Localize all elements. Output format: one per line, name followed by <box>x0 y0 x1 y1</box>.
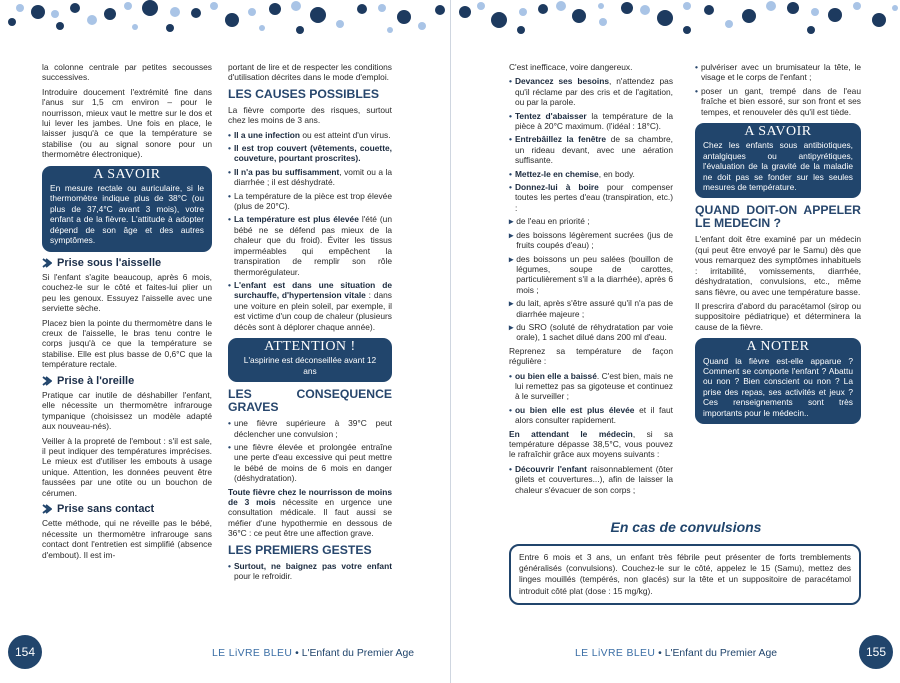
paragraph: Il prescrira d'abord du paracétamol (sirop ou suppositoire pédiatrique) et déterminera la cause de la fièvre. <box>695 300 861 332</box>
box-title: ATTENTION ! <box>264 338 356 354</box>
list-item: • La température de la pièce est trop élevée (plus de 20°C). <box>228 190 392 212</box>
paragraph: portant de lire et de respecter les conditions d'utilisation décrites dans le mode d'emploi. <box>228 62 392 83</box>
convulsions-box: Entre 6 mois et 3 ans, un enfant très fébrile peut présenter de forts tremblements généralisés (convulsions). Couchez-le sur le côté, appelez le 15 (Samu), mettez des linges mouillés (tempérés, non glacés) sur la tête et un suppositoire de paracétamol introduit côté plat (dose : 15 mg/kg). <box>509 544 861 605</box>
heading-text: Prise sous l'aisselle <box>57 256 162 269</box>
sub-list-item: ▸ des boissons légèrement sucrées (jus de fruits coupés d'eau) ; <box>509 229 673 251</box>
paragraph: la colonne centrale par petites secousses successives. <box>42 62 212 83</box>
list-item: • pulvériser avec un brumisateur la tête, le visage et le corps de l'enfant ; <box>695 62 861 83</box>
list-item: • L'enfant est dans une situation de surchauffe, d'hypertension vitale : dans une voiture en plein soleil, par exemple, il est victime d'un coup de chaleur (plusieurs décès sont à déplorer chaque année). <box>228 279 392 332</box>
convulsions-title: En cas de convulsions <box>610 519 762 535</box>
a-savoir-box <box>695 123 861 198</box>
paragraph: Toute fièvre chez le nourrisson de moins de 3 mois nécessite en urgence une consultation médicale. Il faut aussi se méfier d'une hypothermie en dessous de 36°C : ce peut être une affection grave. <box>228 486 392 539</box>
list-item: • Devancez ses besoins, n'attendez pas qu'il réclame par des cris et de l'agitation, ou par la parole. <box>509 76 674 108</box>
list-item: • Il n'a pas bu suffisamment, vomit ou a la diarrhée ; il est déshydraté. <box>228 166 393 188</box>
heading-gestes: LES PREMIERS GESTES <box>228 542 372 557</box>
right-column-2 <box>695 62 861 430</box>
box-text: Quand la fièvre est-elle apparue ? Comment se comporte l'enfant ? Abattu ou non ? Bien conscient ou non ? La prise des repas, ses activités et jeux ? Ces renseignements sont très importants pour le médecin.. <box>703 355 853 418</box>
left-column-1 <box>42 62 212 564</box>
paragraph: Veiller à la propreté de l'embout : s'il est sale, il peut indiquer des températures imprécises. Le mieux est d'utiliser les embouts à usage unique. Attention, les données peuvent être faussées par une otite ou un bouchon de cérumen. <box>42 435 212 498</box>
footer-separator: • <box>658 648 662 659</box>
right-page <box>450 0 900 683</box>
paragraph: Pratique car inutile de déshabiller l'enfant, elle nécessite un thermomètre infrarouge tympanique (choisissez un modèle adapté aux nouveau-nés). <box>42 389 212 432</box>
paragraph: L'enfant doit être examiné par un médecin (qui peut être envoyé par le Samu) dès que vous remarquez des symptômes inhabituels : irritabilité, vomissements, diarrhée, déshydratation, convulsions, etc., même sans fièvre, ou avec une température basse. <box>695 234 861 297</box>
a-savoir-box <box>42 166 212 252</box>
heading-aisselle <box>42 258 212 268</box>
paragraph: Cette méthode, qui ne réveille pas le bébé, nécessite un thermomètre infrarouge sans contact dont l'entretien est simplifié (absence d'embout). Il est im- <box>42 518 212 560</box>
list-item: • ou bien elle est plus élevée et il faut alors consulter rapidement. <box>509 404 673 426</box>
sub-list-item: ▸ des boissons un peu salées (bouillon de légumes, soupe de carottes, particulièrement s'il a la diarrhée), après 6 mois ; <box>509 253 673 295</box>
footer-title: L'Enfant du Premier Age <box>301 648 415 659</box>
sub-list-item: ▸ du SRO (soluté de réhydratation par voie orale), 1 sachet dilué dans 200 ml d'eau. <box>509 321 673 343</box>
list-item: • Découvrir l'enfant raisonnablement (ôter gilets et couvertures...), afin de laisser la chaleur s'évacuer de son corps ; <box>509 463 673 495</box>
decorative-dots-icon <box>0 0 450 42</box>
attention-box <box>228 338 392 382</box>
list-item: • La température est plus élevée l'été (un bébé ne se défend pas mieux de la chaleur que du froid). Éviter les tissus imperméables qui empêchent la transpiration de remplir son rôle thermorégulateur. <box>228 214 392 277</box>
box-text: Chez les enfants sous antibiotiques, antalgiques ou antipyrétiques, l'évaluation de la gravité de la maladie ne doit pas se fonder sur les seules mesures de température. <box>703 140 853 193</box>
sub-list-item: ▸ de l'eau en priorité ; <box>509 216 590 227</box>
heading-sans-contact <box>42 504 212 514</box>
list-item: • Entrebâillez la fenêtre de sa chambre, un rideau devant, avec une aération suffisante. <box>509 134 673 166</box>
list-item: • Il est trop couvert (vêtements, couette, couveture, pourtant proscrites). <box>228 143 392 164</box>
sub-list-item: ▸ du lait, après s'être assuré qu'il n'a pas de diarrhée majeure ; <box>509 298 673 319</box>
right-column-1 <box>509 62 673 498</box>
chevron-right-icon <box>42 258 52 268</box>
list-item: • une fièvre élevée et prolongée entraîne une perte d'eau excessive qui peut mettre le bébé de moins de 6 mois en danger (déshydratation). <box>228 441 392 484</box>
footer <box>575 648 777 659</box>
list-item: • Tentez d'abaisser la température de la pièce à 20°C maximum. (l'idéal : 18°C). <box>509 110 673 132</box>
footer-separator: • <box>295 648 299 659</box>
paragraph: Introduire doucement l'extrémité fine dans l'anus sur 1,5 cm environ – pour le nourrisson, mieux vaut le mettre sur le dos et lui lever les jambes. Une fois en place, le laisser jusqu'à ce que la température se stabilise (ou au signal sonore pour un thermomètre électronique). <box>42 86 212 160</box>
chevron-right-icon <box>42 376 52 386</box>
footer-title: L'Enfant du Premier Age <box>664 648 778 659</box>
page-number: 155 <box>859 635 893 669</box>
list-item: • Mettez-le en chemise, en body. <box>509 168 635 179</box>
paragraph: La fièvre comporte des risques, surtout chez les moins de 3 ans. <box>228 104 392 126</box>
list-item: • ou bien elle a baissé. C'est bien, mais ne lui remettez pas sa gigoteuse et continuez à le surveiller ; <box>509 370 673 402</box>
paragraph: Placez bien la pointe du thermomètre dans le creux de l'aisselle, le bras tenu contre le corps jusqu'à ce que la température se stabilise. Elle est plus basse de 0,6°C que la température rectale. <box>42 317 212 370</box>
box-text: L'aspirine est déconseillée avant 12 ans <box>243 355 377 376</box>
box-title: A NOTER <box>746 339 810 355</box>
paragraph: Reprenez sa température de façon régulière : <box>509 345 673 367</box>
footer-brand: LE LiVRE BLEU <box>212 648 293 659</box>
heading-text: Prise sans contact <box>57 503 155 516</box>
list-item: • Donnez-lui à boire pour compenser toutes les pertes d'eau (transpiration, etc.) : <box>509 182 673 213</box>
list-item: • une fièvre supérieure à 39°C peut déclencher une convulsion ; <box>228 418 392 439</box>
heading-text: Prise à l'oreille <box>57 374 135 387</box>
list-item: • poser un gant, trempé dans de l'eau fraîche et bien essoré, sur son front et ses tempes, et renouveler dès qu'il est tiède. <box>695 85 861 117</box>
box-title: A SAVOIR <box>744 124 812 140</box>
decorative-dots-icon <box>451 0 900 42</box>
a-noter-box <box>695 338 861 424</box>
box-text: En mesure rectale ou auriculaire, si le thermomètre indique plus de 38°C (ou plus de 37,4°C avant 3 mois), votre enfant a de la fièvre. L'attitude à adopter dépend de son âge et des autres symptômes. <box>50 183 204 246</box>
heading-consequences: LES CONSEQUENCE GRAVES <box>228 387 392 415</box>
page-number: 154 <box>8 635 42 669</box>
paragraph: Si l'enfant s'agite beaucoup, après 6 mois, couchez-le sur le côté et faites-lui plier un peu les genoux. Essuyez l'aisselle avec une serviette sèche. <box>42 271 212 314</box>
paragraph: C'est inefficace, voire dangereux. <box>509 62 633 72</box>
left-column-2 <box>228 62 392 584</box>
heading-causes: LES CAUSES POSSIBLES <box>228 86 380 101</box>
footer-brand: LE LiVRE BLEU <box>575 648 656 659</box>
box-title: A SAVOIR <box>93 166 161 182</box>
list-item: • Surtout, ne baignez pas votre enfant pour le refroidir. <box>228 560 392 582</box>
heading-medecin: QUAND DOIT-ON APPELER LE MEDECIN ? <box>695 203 861 231</box>
chevron-right-icon <box>42 504 52 514</box>
list-item: • Il a une infection ou est atteint d'un virus. <box>228 129 391 140</box>
footer <box>212 648 414 659</box>
heading-oreille <box>42 376 212 386</box>
paragraph: En attendant le médecin, si sa température dépasse 38,5°C, vous pouvez le rafraîchir grâce aux moyens suivants : <box>509 428 673 460</box>
